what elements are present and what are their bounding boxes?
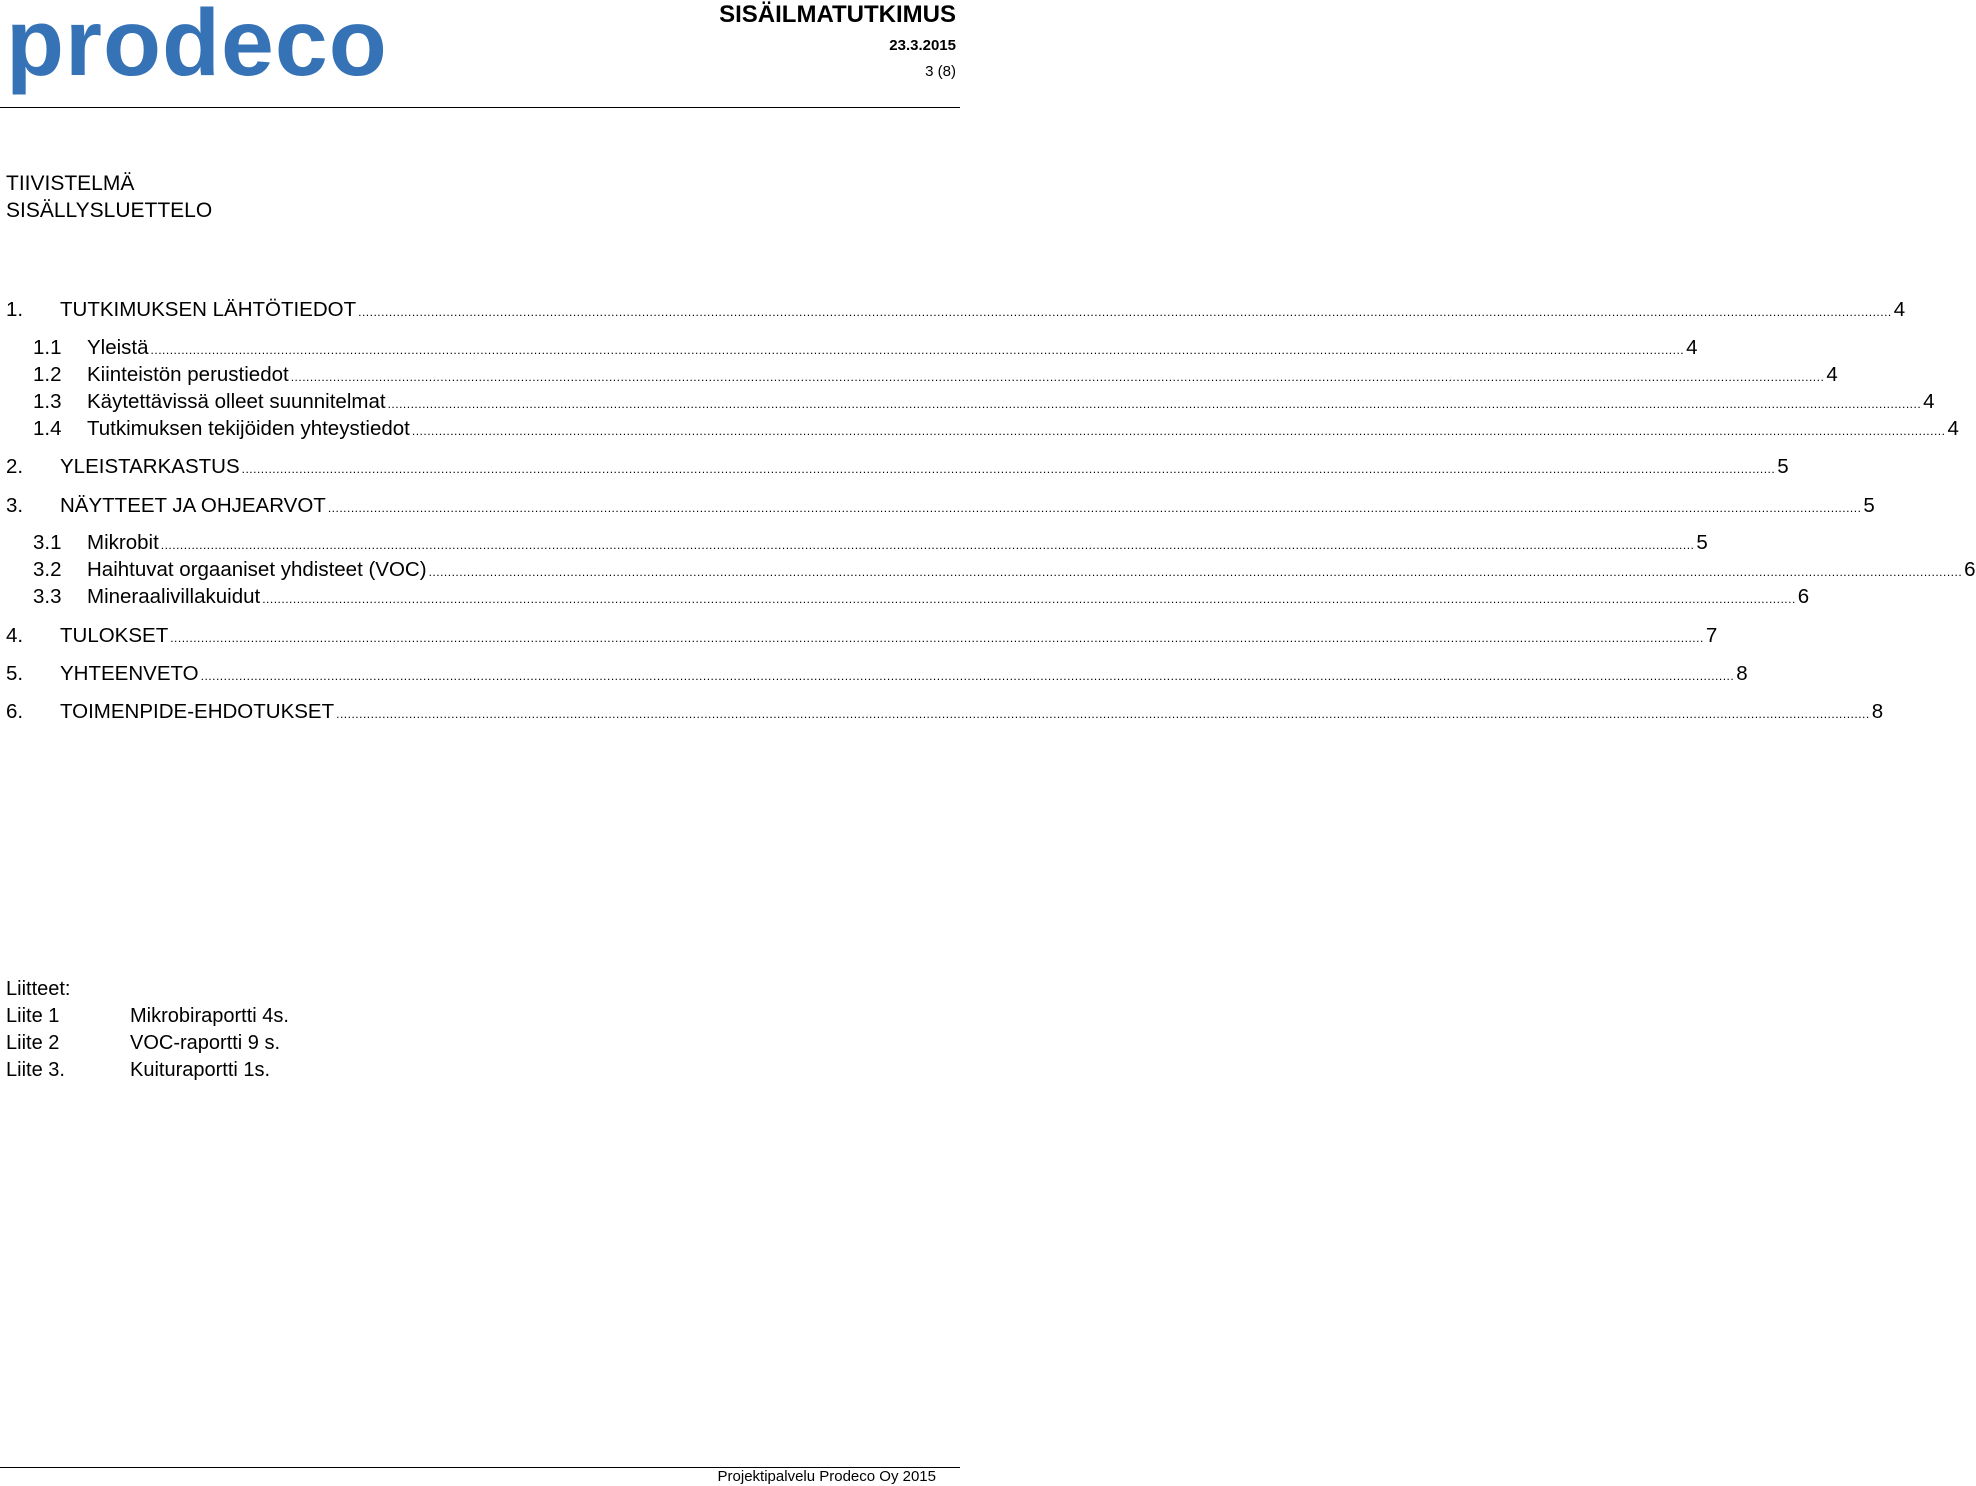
footer-text: Projektipalvelu Prodeco Oy 2015 xyxy=(717,1468,936,1485)
attachment-item xyxy=(6,1032,280,1055)
toc-entry[interactable] xyxy=(6,455,1789,481)
toc-page: 5 xyxy=(1863,494,1875,517)
toc-page: 4 xyxy=(1686,336,1698,359)
toc-page: 4 xyxy=(1923,390,1935,413)
toc-entry[interactable] xyxy=(33,390,1935,416)
toc-leader: ................................................................................................................................................................................................................................................................................................................................................................................................................ xyxy=(150,343,1685,357)
toc-number: 3.1 xyxy=(33,531,62,554)
toc-page: 4 xyxy=(1826,363,1838,386)
attachment-label: Liite 3. xyxy=(6,1059,65,1081)
toc-leader: ................................................................................................................................................................................................................................................................................................................................................................................................................ xyxy=(262,592,1796,606)
toc-page: 6 xyxy=(1797,585,1810,608)
toc-page: 6 xyxy=(1964,558,1976,581)
toc-page: 8 xyxy=(1736,662,1748,685)
attachment-label: Liite 1 xyxy=(6,1005,60,1027)
toc-page: 8 xyxy=(1871,700,1884,723)
toc-page: 5 xyxy=(1777,455,1789,478)
toc-entry[interactable] xyxy=(33,585,1810,611)
toc-title: Käytettävissä olleet suunnitelmat xyxy=(87,390,386,413)
toc-title: NÄYTTEET JA OHJEARVOT xyxy=(60,494,326,517)
toc-leader: ................................................................................................................................................................................................................................................................................................................................................................................................................ xyxy=(428,565,1963,579)
toc-number: 4. xyxy=(6,624,24,647)
toc-entry[interactable] xyxy=(6,298,1906,324)
attachment-description: VOC-raportti 9 s. xyxy=(130,1032,281,1054)
toc-entry[interactable] xyxy=(33,558,1976,584)
toc-title: Mikrobit xyxy=(87,531,159,554)
toc-leader: ................................................................................................................................................................................................................................................................................................................................................................................................................ xyxy=(290,370,1825,384)
document-date: 23.3.2015 xyxy=(889,37,956,54)
toc-title: TUTKIMUKSEN LÄHTÖTIEDOT xyxy=(60,298,357,321)
toc-leader: ................................................................................................................................................................................................................................................................................................................................................................................................................ xyxy=(327,501,1862,515)
attachment-item xyxy=(6,1005,289,1028)
toc-number: 3.2 xyxy=(33,558,62,581)
toc-title: Tutkimuksen tekijöiden yhteystiedot xyxy=(87,417,410,440)
toc-entry[interactable] xyxy=(6,662,1748,688)
toc-number: 1. xyxy=(6,298,24,321)
toc-number: 6. xyxy=(6,700,24,723)
toc-leader: ................................................................................................................................................................................................................................................................................................................................................................................................................ xyxy=(358,305,1892,319)
header-divider xyxy=(0,107,960,108)
toc-leader: ................................................................................................................................................................................................................................................................................................................................................................................................................ xyxy=(200,669,1735,683)
toc-title: Haihtuvat orgaaniset yhdisteet (VOC) xyxy=(87,558,427,581)
toc-number: 3.3 xyxy=(33,585,62,608)
toc-page: 7 xyxy=(1705,624,1718,647)
toc-leader: ................................................................................................................................................................................................................................................................................................................................................................................................................ xyxy=(170,631,1704,645)
toc-leader: ................................................................................................................................................................................................................................................................................................................................................................................................................ xyxy=(336,707,1870,721)
page-number: 3 (8) xyxy=(925,63,956,80)
toc-entry[interactable] xyxy=(33,363,1838,389)
toc-leader: ................................................................................................................................................................................................................................................................................................................................................................................................................ xyxy=(160,538,1695,552)
toc-number: 1.3 xyxy=(33,390,62,413)
attachment-description: Kuituraportti 1s. xyxy=(130,1059,271,1081)
attachment-item xyxy=(6,1059,270,1082)
contents-heading: SISÄLLYSLUETTELO xyxy=(6,199,213,222)
toc-entry[interactable] xyxy=(6,700,1884,726)
toc-entry[interactable] xyxy=(6,494,1875,520)
toc-title: Yleistä xyxy=(87,336,149,359)
toc-entry[interactable] xyxy=(33,336,1698,362)
toc-page: 4 xyxy=(1947,417,1959,440)
document-title: SISÄILMATUTKIMUS xyxy=(719,1,956,28)
toc-number: 1.1 xyxy=(33,336,62,359)
toc-number: 2. xyxy=(6,455,24,478)
toc-number: 1.4 xyxy=(33,417,62,440)
toc-number: 5. xyxy=(6,662,24,685)
attachment-label: Liite 2 xyxy=(6,1032,60,1054)
summary-heading: TIIVISTELMÄ xyxy=(6,172,135,195)
toc-title: YHTEENVETO xyxy=(60,662,199,685)
toc-title: YLEISTARKASTUS xyxy=(60,455,240,478)
toc-leader: ................................................................................................................................................................................................................................................................................................................................................................................................................ xyxy=(387,397,1922,411)
toc-title: TULOKSET xyxy=(60,624,169,647)
prodeco-logo: prodeco xyxy=(6,0,388,96)
toc-title: Kiinteistön perustiedot xyxy=(87,363,289,386)
toc-title: TOIMENPIDE-EHDOTUKSET xyxy=(60,700,335,723)
toc-leader: ................................................................................................................................................................................................................................................................................................................................................................................................................ xyxy=(241,462,1776,476)
toc-number: 3. xyxy=(6,494,24,517)
attachment-description: Mikrobiraportti 4s. xyxy=(130,1005,289,1027)
toc-page: 5 xyxy=(1696,531,1708,554)
toc-entry[interactable] xyxy=(6,624,1718,650)
toc-leader: ................................................................................................................................................................................................................................................................................................................................................................................................................ xyxy=(411,424,1946,438)
toc-page: 4 xyxy=(1893,298,1906,321)
toc-title: Mineraalivillakuidut xyxy=(87,585,261,608)
toc-entry[interactable] xyxy=(33,417,1959,443)
toc-entry[interactable] xyxy=(33,531,1708,557)
toc-number: 1.2 xyxy=(33,363,62,386)
attachments-heading: Liitteet: xyxy=(6,978,71,1000)
